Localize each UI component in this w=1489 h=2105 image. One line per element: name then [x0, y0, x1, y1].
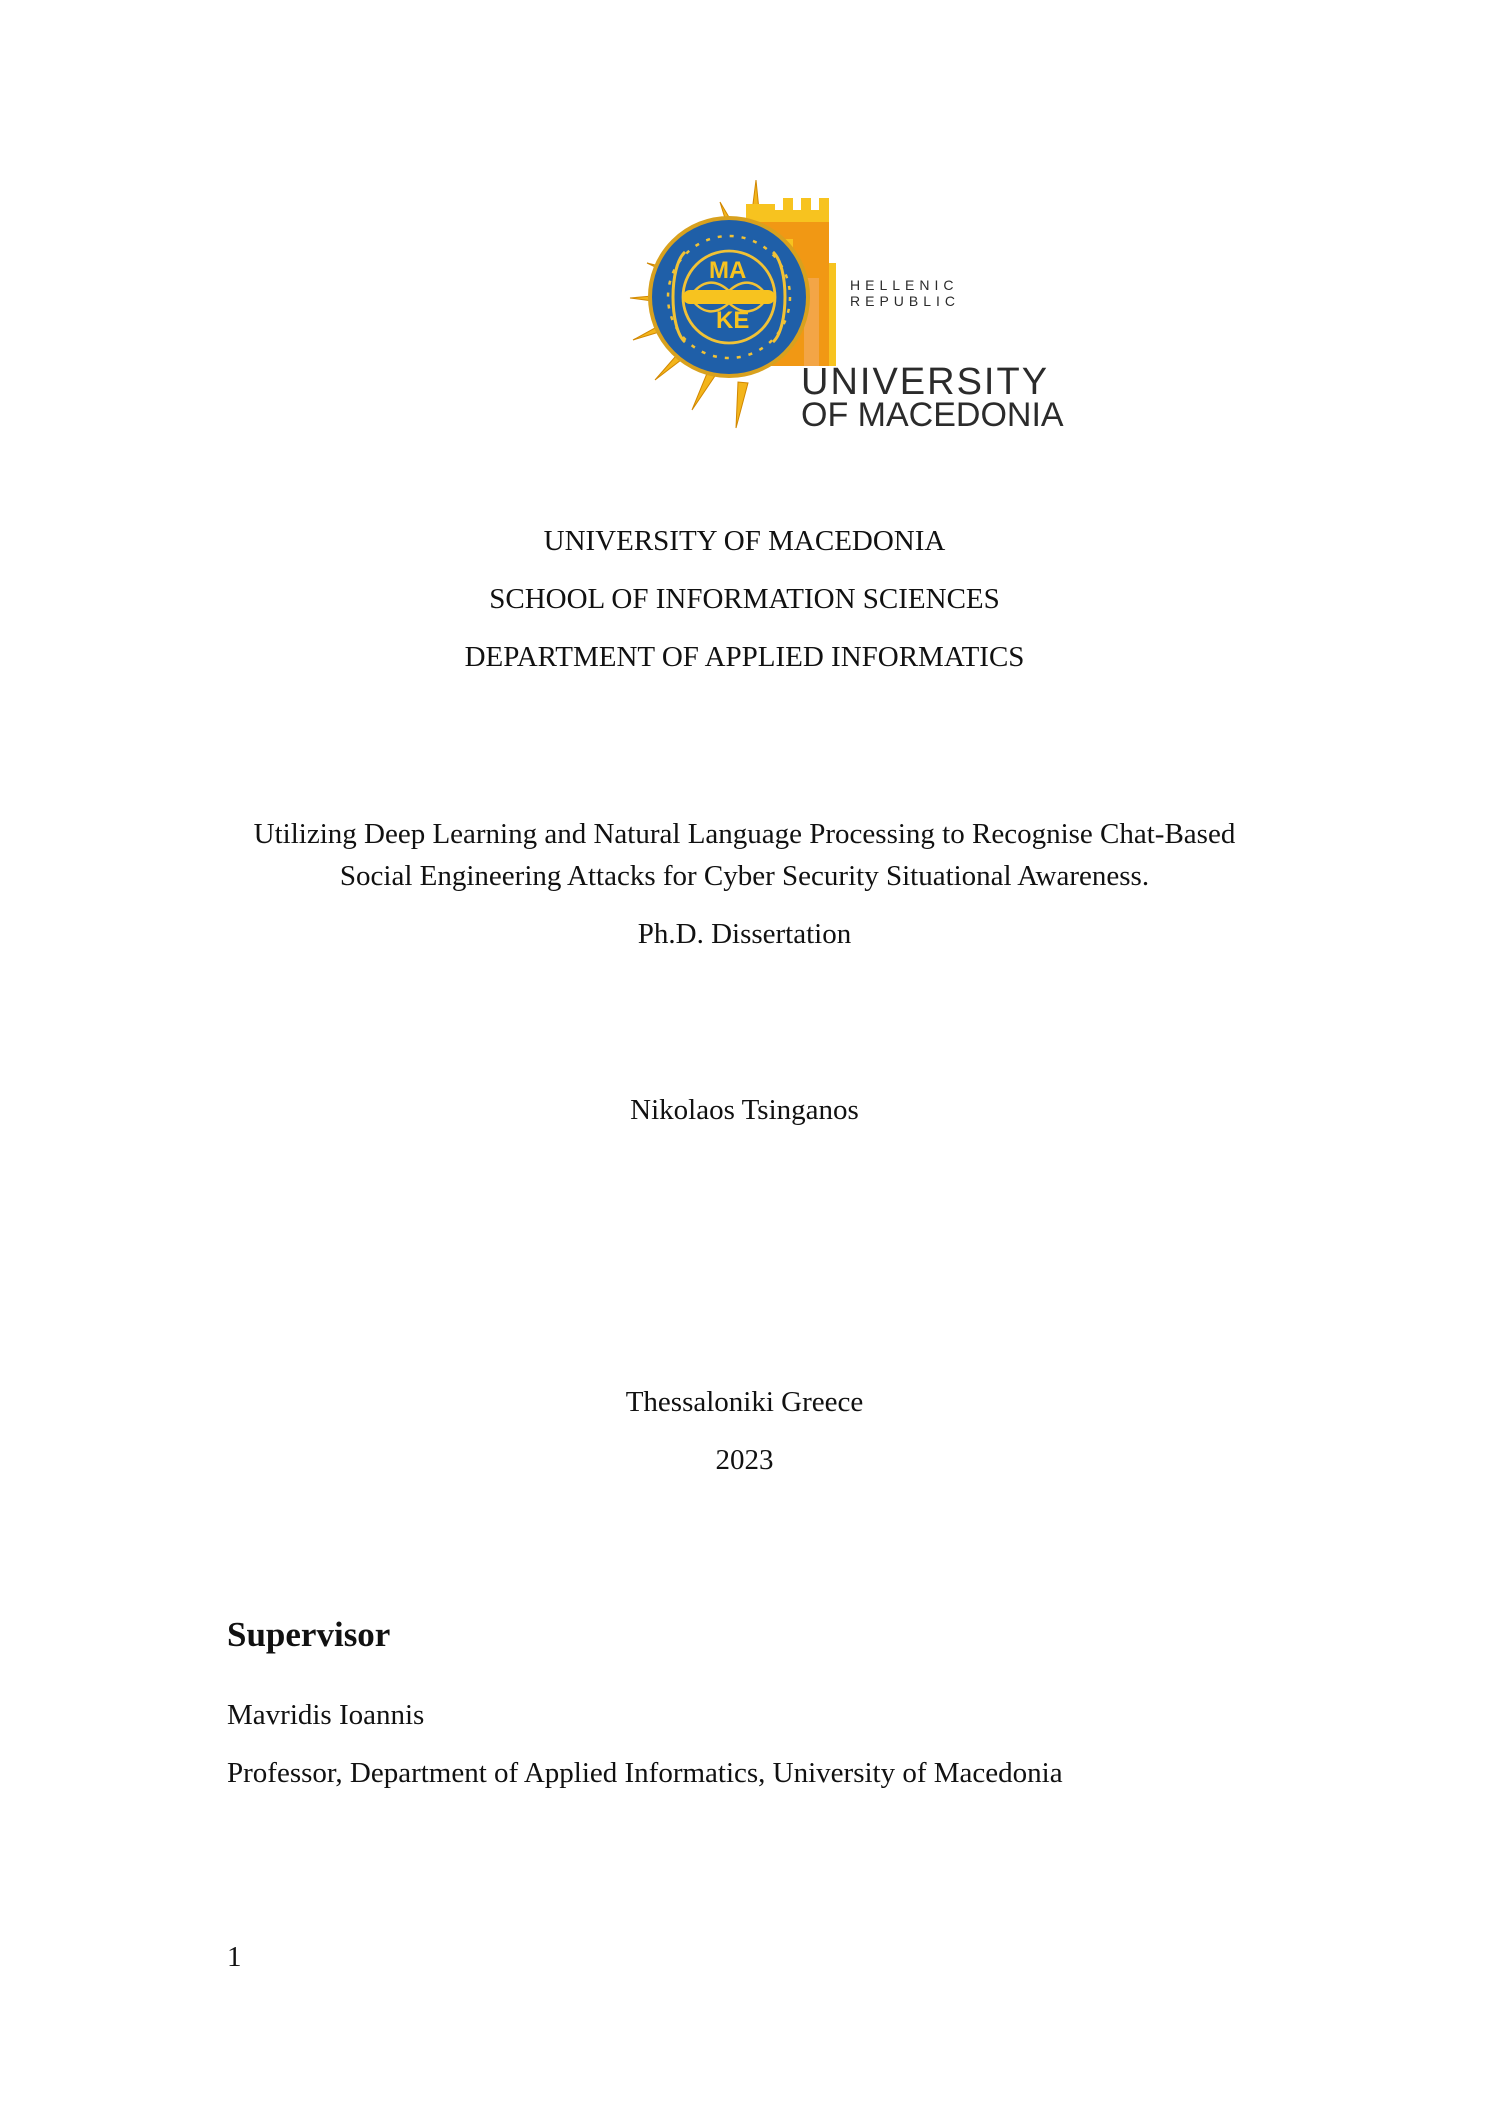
year: 2023 [715, 1444, 774, 1476]
dissertation-title-line-2: Social Engineering Attacks for Cyber Security Situational Awareness. [339, 860, 1150, 892]
svg-text:HELLENIC: HELLENIC [850, 277, 959, 293]
svg-text:MA: MA [709, 257, 747, 284]
supervisor-heading: Supervisor [227, 1615, 391, 1654]
svg-text:KE: KE [716, 307, 750, 334]
supervisor-name: Mavridis Ioannis [227, 1699, 425, 1731]
university-logo [630, 180, 1064, 440]
author-name: Nikolaos Tsinganos [630, 1094, 859, 1126]
dissertation-type: Ph.D. Dissertation [637, 918, 852, 950]
svg-text:REPUBLIC: REPUBLIC [850, 293, 961, 309]
department-name: DEPARTMENT OF APPLIED INFORMATICS [464, 641, 1025, 673]
location: Thessaloniki Greece [625, 1386, 864, 1418]
supervisor-position: Professor, Department of Applied Informatics, University of Macedonia [227, 1757, 1063, 1789]
dissertation-title-line-1: Utilizing Deep Learning and Natural Language Processing to Recognise Chat-Based [253, 818, 1236, 850]
page-number: 1 [227, 1941, 242, 1973]
svg-text:OF MACEDONIA: OF MACEDONIA [801, 396, 1064, 434]
svg-text:UNIVERSITY: UNIVERSITY [801, 361, 1050, 403]
school-name: SCHOOL OF INFORMATION SCIENCES [489, 583, 1000, 615]
institution-name: UNIVERSITY OF MACEDONIA [543, 525, 946, 557]
